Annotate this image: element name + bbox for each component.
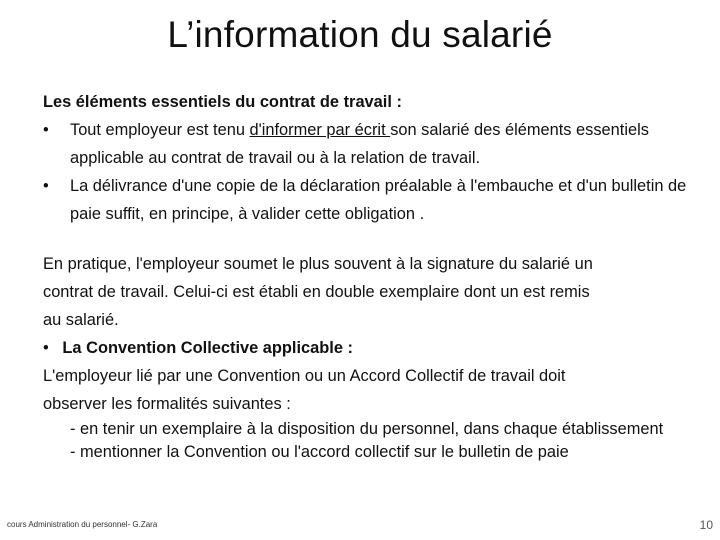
paragraph-line: observer les formalités suivantes : bbox=[43, 395, 291, 413]
bullet-text-emphasis: d'informer par écrit bbox=[249, 121, 391, 139]
paragraph-line: L'employeur lié par une Convention ou un Accord Collectif de travail doit bbox=[43, 367, 566, 385]
footer-course-name: cours Administration du personnel- G.Zara bbox=[7, 520, 158, 529]
bullet-text bbox=[70, 116, 693, 172]
bullet-text-before: Tout employeur est tenu bbox=[70, 121, 250, 139]
spacer bbox=[43, 228, 693, 250]
convention-heading-text: La Convention Collective applicable : bbox=[62, 339, 353, 357]
bullet-item-inform bbox=[43, 116, 693, 172]
slide-content bbox=[43, 88, 693, 464]
page-number: 10 bbox=[699, 518, 713, 532]
bullet-text: La délivrance d'une copie de la déclaration préalable à l'embauche et d'un bulletin de paie suffit, en principe, à valider cette obligation . bbox=[70, 177, 687, 223]
paragraph-line: En pratique, l'employeur soumet le plus souvent à la signature du salarié un bbox=[43, 255, 593, 273]
list-item: - mentionner la Convention ou l'accord collectif sur le bulletin de paie bbox=[70, 443, 569, 461]
paragraph-line: au salarié. bbox=[43, 311, 119, 329]
section-heading-convention bbox=[43, 334, 693, 362]
bullet-icon: • bbox=[43, 339, 49, 357]
bullet-item-copy bbox=[43, 172, 693, 228]
section-heading-contract: Les éléments essentiels du contrat de travail : bbox=[43, 93, 402, 111]
bullet-icon: • bbox=[43, 121, 49, 139]
bullet-text-after: son salarié des éléments essentiels applicable au contrat de travail ou à la relation de travail. bbox=[70, 121, 649, 167]
list-item: - en tenir un exemplaire à la disposition du personnel, dans chaque établissement bbox=[70, 420, 664, 438]
slide-title: L’information du salarié bbox=[167, 14, 553, 55]
bullet-icon: • bbox=[43, 177, 49, 195]
paragraph-line: contrat de travail. Celui-ci est établi en double exemplaire dont un est remis bbox=[43, 283, 590, 301]
